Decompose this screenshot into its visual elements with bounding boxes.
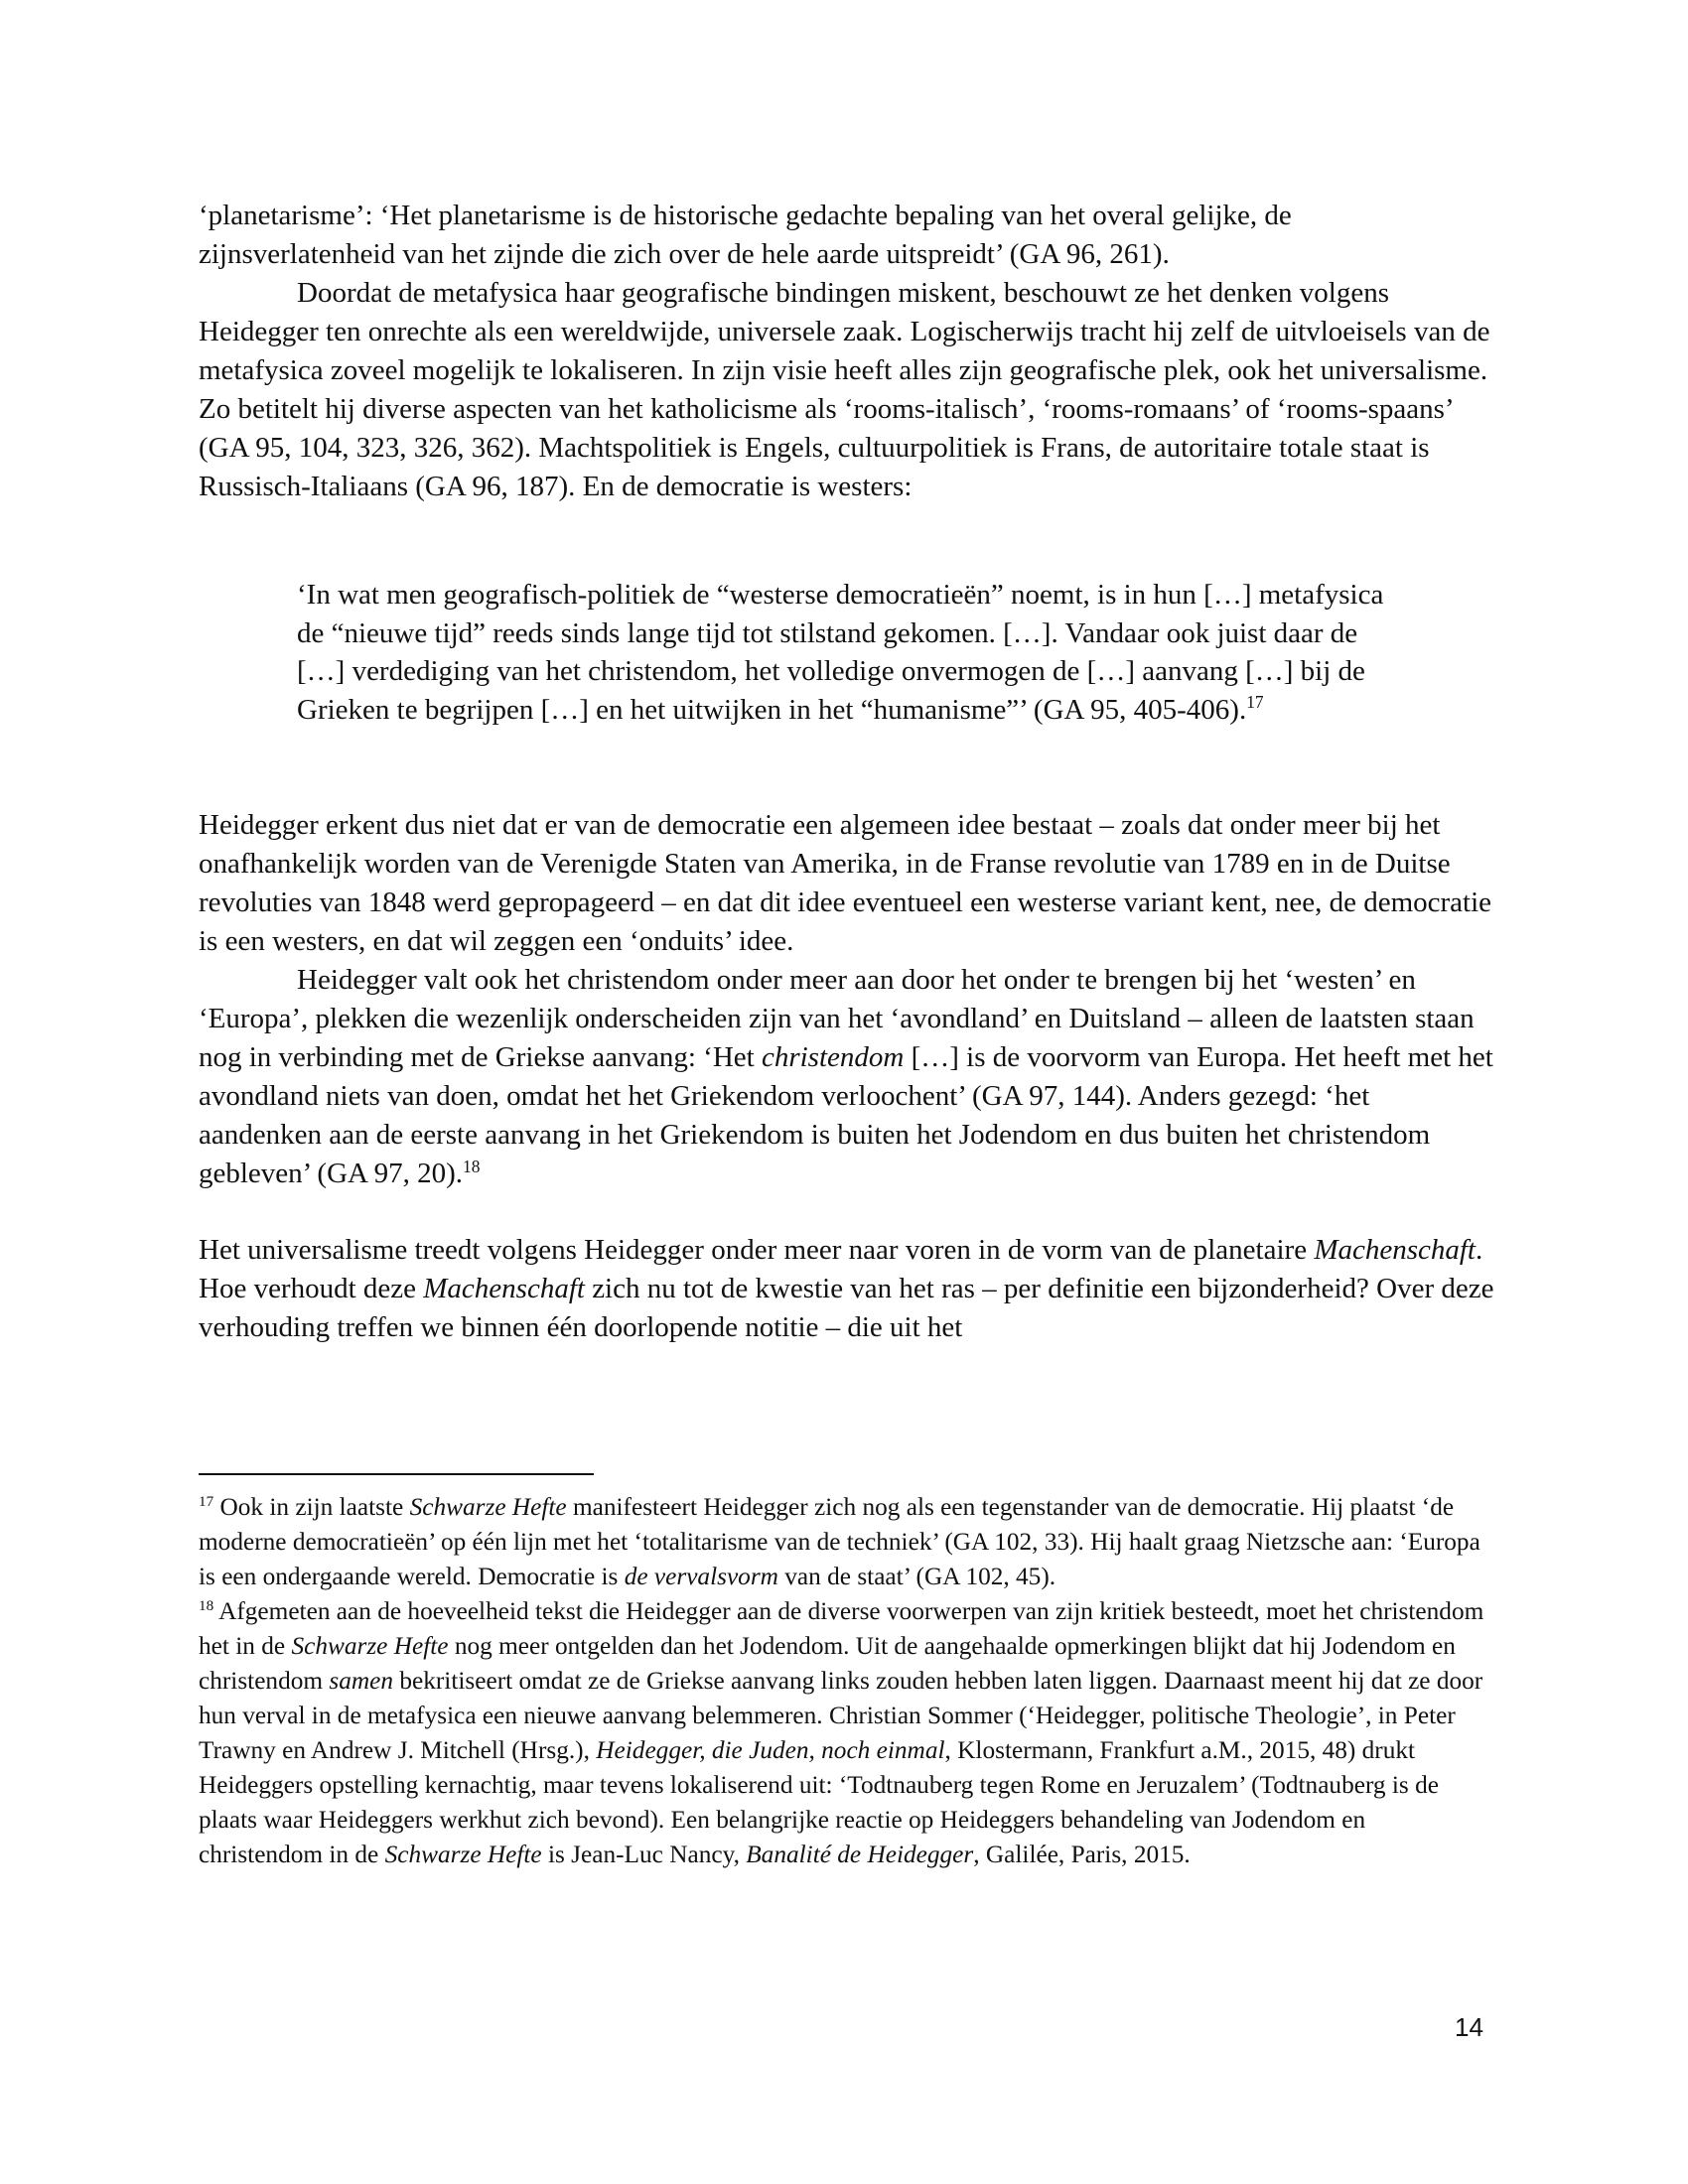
footnote-17: $^{17}$ Ook in zijn laatste Schwarze Hefte manifesteert Heidegger zich nog als een tegenstander van de democratie. Hij plaatst ‘de moderne democratieën’ op één lijn met het ‘totalitarisme van de techniek’ (GA 102, 33). Hij haalt graag Nietzsche aan: ‘Europa is een ondergaande wereld. Democratie is de vervalsvorm van de staat’ (GA 102, 45). [199,1492,1480,1590]
footnote-separator [199,1473,594,1475]
paragraph-metafysica: Doordat de metafysica haar geografische bindingen miskent, beschouwt ze het denken volgens Heidegger ten onrechte als een wereldwijde, universele zaak. Logischerwijs tracht hij zelf de uitvloeisels van de metafysica zoveel mogelijk te lokaliseren. In zijn visie heeft alles zijn geografische plek, ook het universalisme. Zo betitelt hij diverse aspecten van het katholicisme als ‘rooms-italisch’, ‘rooms-romaans’ of ‘rooms-spaans’ (GA 95, 104, 323, 326, 362). Machtspolitiek is Engels, cultuurpolitiek is Frans, de autoritaire totale staat is Russisch-Italiaans (GA 96, 187). En de democratie is westers: [199,277,1490,502]
block-quote [297,576,1411,729]
paragraph-gap [199,1193,1494,1231]
paragraph-planetarisme: ‘planetarisme’: ‘Het planetarisme is de historische gedachte bepaling van het overal gelijke, de zijnsverlatenheid van het zijnde die zich over de hele aarde uitspreidt’ (GA 96, 261). [199,200,1292,270]
paragraph-universalisme: Het universalisme treedt volgens Heidegger onder meer naar voren in de vorm van de planetaire Machenschaft. Hoe verhoudt deze Machenschaft zich nu tot de kwestie van het ras – per definitie een bijzonderheid? Over deze verhouding treffen we binnen één doorlopende notitie – die uit het [199,1234,1494,1343]
footnote-ref-17[interactable]: 17 [1246,692,1264,713]
paragraph-christendom: Heidegger valt ook het christendom onder meer aan door het onder te brengen bij het ‘westen’ en ‘Europa’, plekken die wezenlijk onderscheiden zijn van het ‘avondland’ en Duitsland – alleen de laatsten staan nog in verbinding met de Griekse aanvang: ‘Het christendom […] is de voorvorm van Europa. Het heeft met het avondland niets van doen, omdat het het Griekendom verloochent’ (GA 97, 144). Anders gezegd: ‘het aandenken aan de eerste aanvang in het Griekendom is buiten het Jodendom en dus buiten het christendom gebleven’ (GA 97, 20).$^{18}$ [199,964,1493,1189]
footnote-number-17: 17 [199,1492,214,1510]
paragraph-democratie: Heidegger erkent dus niet dat er van de democratie een algemeen idee bestaat – zoals dat onder meer bij het onafhankelijk worden van de Verenigde Staten van Amerika, in de Franse revolutie van 1789 en in de Duitse revoluties van 1848 werd gepropageerd – en dat dit idee eventueel een westerse variant kent, nee, de democratie is een westers, en dat wil zeggen een ‘onduits’ idee. [199,809,1492,957]
page-number: 14 [1455,2012,1483,2042]
footnote-number-18: 18 [199,1596,214,1614]
footnotes-section [199,1490,1494,1872]
block-quote-text: ‘In wat men geografisch-politiek de “westerse democratieën” noemt, is in hun […] metafysica de “nieuwe tijd” reeds sinds lange tijd tot stilstand gekomen. […]. Vandaar ook juist daar de […] verdediging van het christendom, het volledige onvermogen de […] aanvang […] bij de Grieken te begrijpen […] en het uitwijken in het “humanisme”’ (GA 95, 405-406). [297,579,1384,726]
footnote-18: $^{18}$ Afgemeten aan de hoeveelheid tekst die Heidegger aan de diverse voorwerpen van zijn kritiek besteedt, moet het christendom het in de Schwarze Hefte nog meer ontgelden dan het Jodendom. Uit de aangehaalde opmerkingen blijkt dat hij Jodendom en christendom samen bekritiseert omdat ze de Griekse aanvang links zouden hebben laten liggen. Daarnaast meent hij dat ze door hun verval in de metafysica een nieuwe aanvang belemmeren. Christian Sommer (‘Heidegger, politische Theologie’, in Peter Trawny en Andrew J. Mitchell (Hrsg.), Heidegger, die Juden, noch einmal, Klostermann, Frankfurt a.M., 2015, 48) drukt Heideggers opstelling kernachtig, maar tevens lokaliserend uit: ‘Todtnauberg tegen Rome en Jeruzalem’ (Todtnauberg is de plaats waar Heideggers werkhut zich bevond). Een belangrijke reactie op Heideggers behandeling van Jodendom en christendom in de Schwarze Hefte is Jean-Luc Nancy, Banalité de Heidegger, Galilée, Paris, 2015. [199,1596,1484,1868]
footnote-ref-18[interactable]: 18 [463,1156,481,1176]
body-section-top [199,197,1494,506]
emphasis-christendom: christendom [761,1041,905,1073]
emphasis-machenschaft-2: Machenschaft [423,1273,585,1304]
body-section-middle [199,806,1494,1347]
emphasis-machenschaft: Machenschaft [1314,1234,1476,1266]
